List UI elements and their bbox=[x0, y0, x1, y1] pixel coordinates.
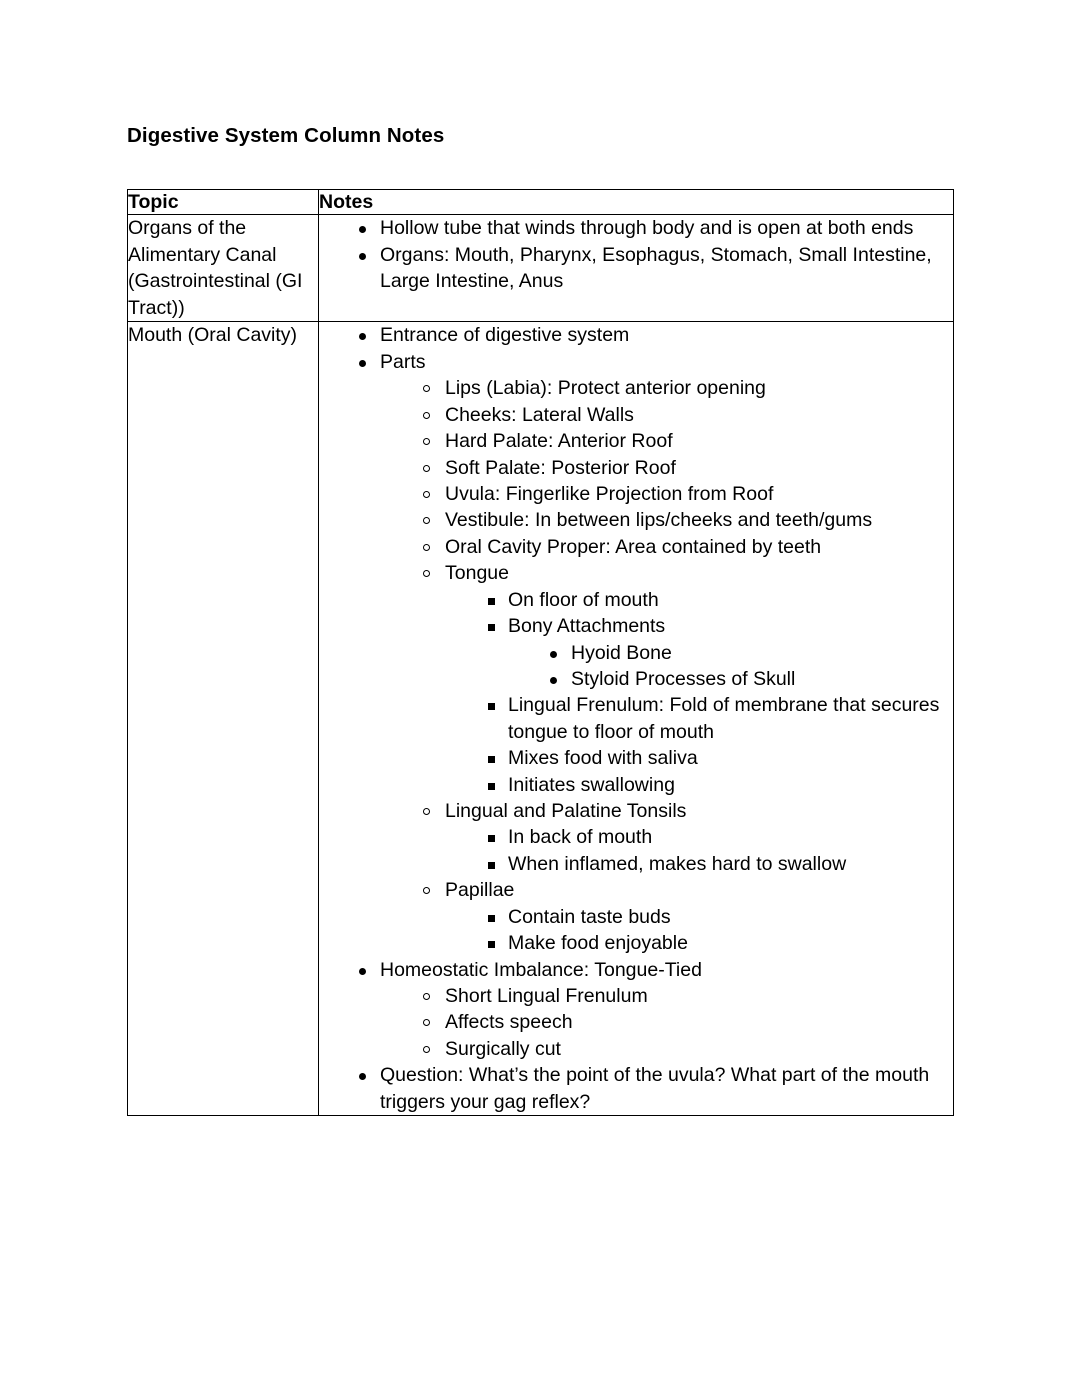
list-item-text: Affects speech bbox=[445, 1009, 953, 1035]
list-item bbox=[481, 613, 953, 692]
table-row bbox=[128, 322, 954, 1116]
list-item-text: When inflamed, makes hard to swallow bbox=[508, 851, 953, 877]
list-item-text: Surgically cut bbox=[445, 1036, 953, 1062]
parts-list bbox=[417, 375, 953, 956]
list-item bbox=[417, 877, 953, 956]
list-item bbox=[481, 904, 953, 930]
list-item-text: Vestibule: In between lips/cheeks and teeth/gums bbox=[445, 507, 953, 533]
list-item bbox=[417, 798, 953, 877]
list-item-text: Hard Palate: Anterior Roof bbox=[445, 428, 953, 454]
list-item-text: Hollow tube that winds through body and is open at both ends bbox=[380, 215, 953, 241]
list-item-text: On floor of mouth bbox=[508, 587, 953, 613]
list-item bbox=[417, 402, 953, 428]
list-item bbox=[481, 772, 953, 798]
column-notes-table bbox=[127, 189, 954, 1116]
list-item-text: Bony Attachments bbox=[508, 613, 953, 639]
list-item-text: Uvula: Fingerlike Projection from Roof bbox=[445, 481, 953, 507]
list-item bbox=[481, 824, 953, 850]
list-item-text: Organs: Mouth, Pharynx, Esophagus, Stomach, Small Intestine, Large Intestine, Anus bbox=[380, 242, 953, 295]
list-item-text: Initiates swallowing bbox=[508, 772, 953, 798]
notes-cell-alimentary-canal bbox=[319, 215, 954, 322]
column-header-topic: Topic bbox=[128, 190, 319, 215]
tongue-list bbox=[481, 587, 953, 798]
list-item bbox=[417, 983, 953, 1009]
topic-cell-mouth: Mouth (Oral Cavity) bbox=[128, 322, 319, 1116]
list-item bbox=[481, 587, 953, 613]
papillae-list bbox=[481, 904, 953, 957]
list-item-text: Cheeks: Lateral Walls bbox=[445, 402, 953, 428]
homeostatic-imbalance-list bbox=[417, 983, 953, 1062]
list-item-text: Lips (Labia): Protect anterior opening bbox=[445, 375, 953, 401]
table-header-row bbox=[128, 190, 954, 215]
bony-attachments-list bbox=[543, 640, 953, 693]
list-item-text: Make food enjoyable bbox=[508, 930, 953, 956]
list-item-text: Parts bbox=[380, 349, 953, 375]
list-item bbox=[543, 666, 953, 692]
list-item bbox=[352, 215, 953, 241]
notes-cell-mouth bbox=[319, 322, 954, 1116]
tonsils-list bbox=[481, 824, 953, 877]
list-item bbox=[417, 534, 953, 560]
list-item bbox=[481, 930, 953, 956]
notes-list bbox=[352, 322, 953, 1115]
list-item bbox=[417, 481, 953, 507]
list-item bbox=[481, 692, 953, 745]
notes-list bbox=[352, 215, 953, 294]
list-item bbox=[352, 957, 953, 1063]
list-item-text: Contain taste buds bbox=[508, 904, 953, 930]
list-item-text: In back of mouth bbox=[508, 824, 953, 850]
list-item bbox=[352, 242, 953, 295]
list-item-text: Soft Palate: Posterior Roof bbox=[445, 455, 953, 481]
list-item-text: Entrance of digestive system bbox=[380, 322, 953, 348]
column-header-notes: Notes bbox=[319, 190, 954, 215]
list-item-text: Lingual Frenulum: Fold of membrane that secures tongue to floor of mouth bbox=[508, 692, 953, 745]
list-item-text: Oral Cavity Proper: Area contained by teeth bbox=[445, 534, 953, 560]
list-item-text: Papillae bbox=[445, 877, 953, 903]
list-item bbox=[543, 640, 953, 666]
page-title: Digestive System Column Notes bbox=[127, 124, 445, 147]
question-text: Question: What’s the point of the uvula? What part of the mouth triggers your gag reflex? bbox=[380, 1062, 953, 1115]
list-item-text: Styloid Processes of Skull bbox=[571, 666, 953, 692]
list-item bbox=[352, 322, 953, 348]
list-item-text: Mixes food with saliva bbox=[508, 745, 953, 771]
list-item bbox=[417, 455, 953, 481]
list-item bbox=[481, 745, 953, 771]
list-item bbox=[417, 507, 953, 533]
list-item-text: Tongue bbox=[445, 560, 953, 586]
list-item bbox=[417, 1036, 953, 1062]
list-item bbox=[352, 1062, 953, 1115]
list-item-text: Short Lingual Frenulum bbox=[445, 983, 953, 1009]
list-item bbox=[352, 349, 953, 957]
list-item bbox=[481, 851, 953, 877]
list-item bbox=[417, 1009, 953, 1035]
list-item-text: Lingual and Palatine Tonsils bbox=[445, 798, 953, 824]
list-item-text: Hyoid Bone bbox=[571, 640, 953, 666]
list-item bbox=[417, 375, 953, 401]
topic-cell-alimentary-canal: Organs of the Alimentary Canal (Gastrointestinal (GI Tract)) bbox=[128, 215, 319, 322]
table-row bbox=[128, 215, 954, 322]
list-item bbox=[417, 560, 953, 798]
list-item bbox=[417, 428, 953, 454]
list-item-text: Homeostatic Imbalance: Tongue-Tied bbox=[380, 957, 953, 983]
